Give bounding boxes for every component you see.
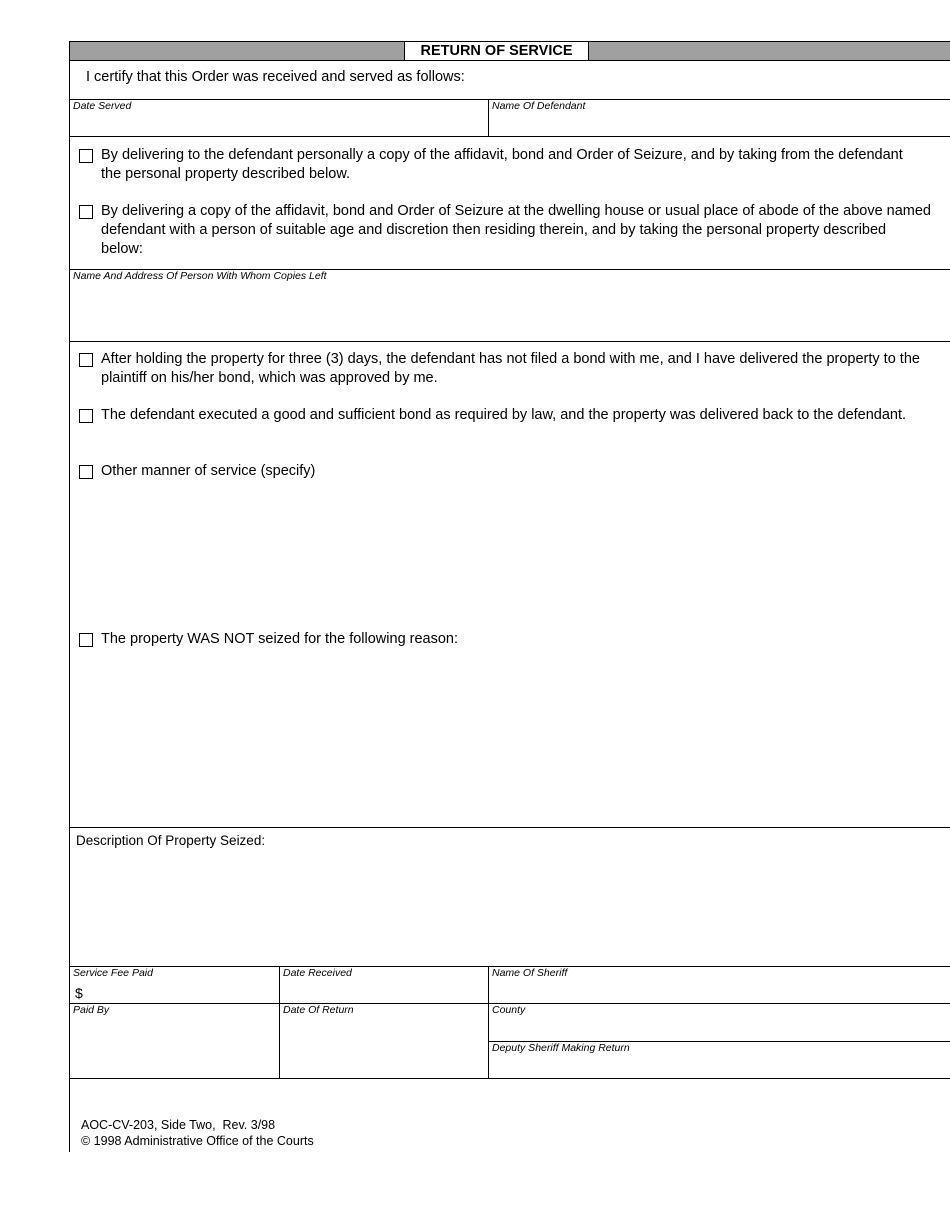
date-of-return-field[interactable] bbox=[281, 1018, 486, 1076]
other-manner-text: Other manner of service (specify) bbox=[101, 463, 316, 479]
date-received-label: Date Received bbox=[283, 967, 352, 979]
deputy-sheriff-field[interactable] bbox=[490, 1056, 948, 1076]
date-of-return-label: Date Of Return bbox=[283, 1004, 354, 1016]
bond-executed-checkbox[interactable] bbox=[79, 409, 93, 423]
three-days-text: After holding the property for three (3) days, the defendant has not filed a bond with me, and I have delivered the property to the plaintiff on his/her bond, which was approved by me. bbox=[101, 351, 920, 386]
copyright-notice: © 1998 Administrative Office of the Courts bbox=[81, 1134, 314, 1148]
other-manner-checkbox[interactable] bbox=[79, 465, 93, 479]
divider bbox=[69, 827, 950, 828]
defendant-name-label: Name Of Defendant bbox=[492, 100, 586, 112]
person-name-address-field[interactable] bbox=[70, 284, 948, 339]
defendant-name-field[interactable] bbox=[490, 113, 948, 135]
divider bbox=[279, 966, 280, 1078]
three-days-checkbox[interactable] bbox=[79, 353, 93, 367]
divider bbox=[488, 99, 489, 136]
dollar-sign: $ bbox=[75, 985, 83, 1001]
county-label: County bbox=[492, 1004, 526, 1016]
not-seized-text: The property WAS NOT seized for the following reason: bbox=[101, 631, 459, 647]
other-manner-field[interactable] bbox=[100, 485, 940, 620]
bond-executed-text: The defendant executed a good and sufficient bond as required by law, and the property was delivered back to the defendant. bbox=[101, 407, 907, 423]
date-received-field[interactable] bbox=[281, 981, 486, 1002]
deputy-sheriff-label: Deputy Sheriff Making Return bbox=[492, 1042, 630, 1054]
sheriff-name-label: Name Of Sheriff bbox=[492, 967, 568, 979]
dwelling-delivery-checkbox[interactable] bbox=[79, 205, 93, 219]
paid-by-label: Paid By bbox=[73, 1004, 110, 1016]
property-description-field[interactable] bbox=[70, 852, 948, 964]
person-name-address-label: Name And Address Of Person With Whom Copies Left bbox=[73, 270, 327, 282]
date-served-field[interactable] bbox=[70, 113, 487, 135]
property-description-label: Description Of Property Seized: bbox=[76, 833, 266, 848]
divider bbox=[69, 136, 950, 137]
date-served-label: Date Served bbox=[73, 100, 132, 112]
not-seized-checkbox[interactable] bbox=[79, 633, 93, 647]
personal-delivery-text: By delivering to the defendant personally a copy of the affidavit, bond and Order of Seizure, and by taking from the defendant the personal property described below. bbox=[101, 147, 903, 182]
dwelling-delivery-text: By delivering a copy of the affidavit, bond and Order of Seizure at the dwelling house or usual place of abode of the above named defendant with a person of suitable age and discretion then residing therein, and by taking the personal property described below: bbox=[101, 203, 931, 257]
form-identifier: AOC-CV-203, Side Two, Rev. 3/98 bbox=[81, 1118, 276, 1132]
paid-by-field[interactable] bbox=[70, 1018, 277, 1076]
service-fee-label: Service Fee Paid bbox=[73, 967, 153, 979]
not-seized-reason-field[interactable] bbox=[100, 653, 940, 823]
divider bbox=[69, 1078, 950, 1079]
form-title: RETURN OF SERVICE bbox=[404, 41, 589, 61]
divider bbox=[488, 966, 489, 1078]
personal-delivery-checkbox[interactable] bbox=[79, 149, 93, 163]
divider bbox=[69, 341, 950, 342]
form-left-border bbox=[69, 41, 70, 1152]
sheriff-name-field[interactable] bbox=[490, 981, 948, 1002]
service-fee-field[interactable] bbox=[88, 982, 276, 1002]
certify-statement: I certify that this Order was received and served as follows: bbox=[86, 69, 465, 85]
county-field[interactable] bbox=[490, 1018, 948, 1039]
